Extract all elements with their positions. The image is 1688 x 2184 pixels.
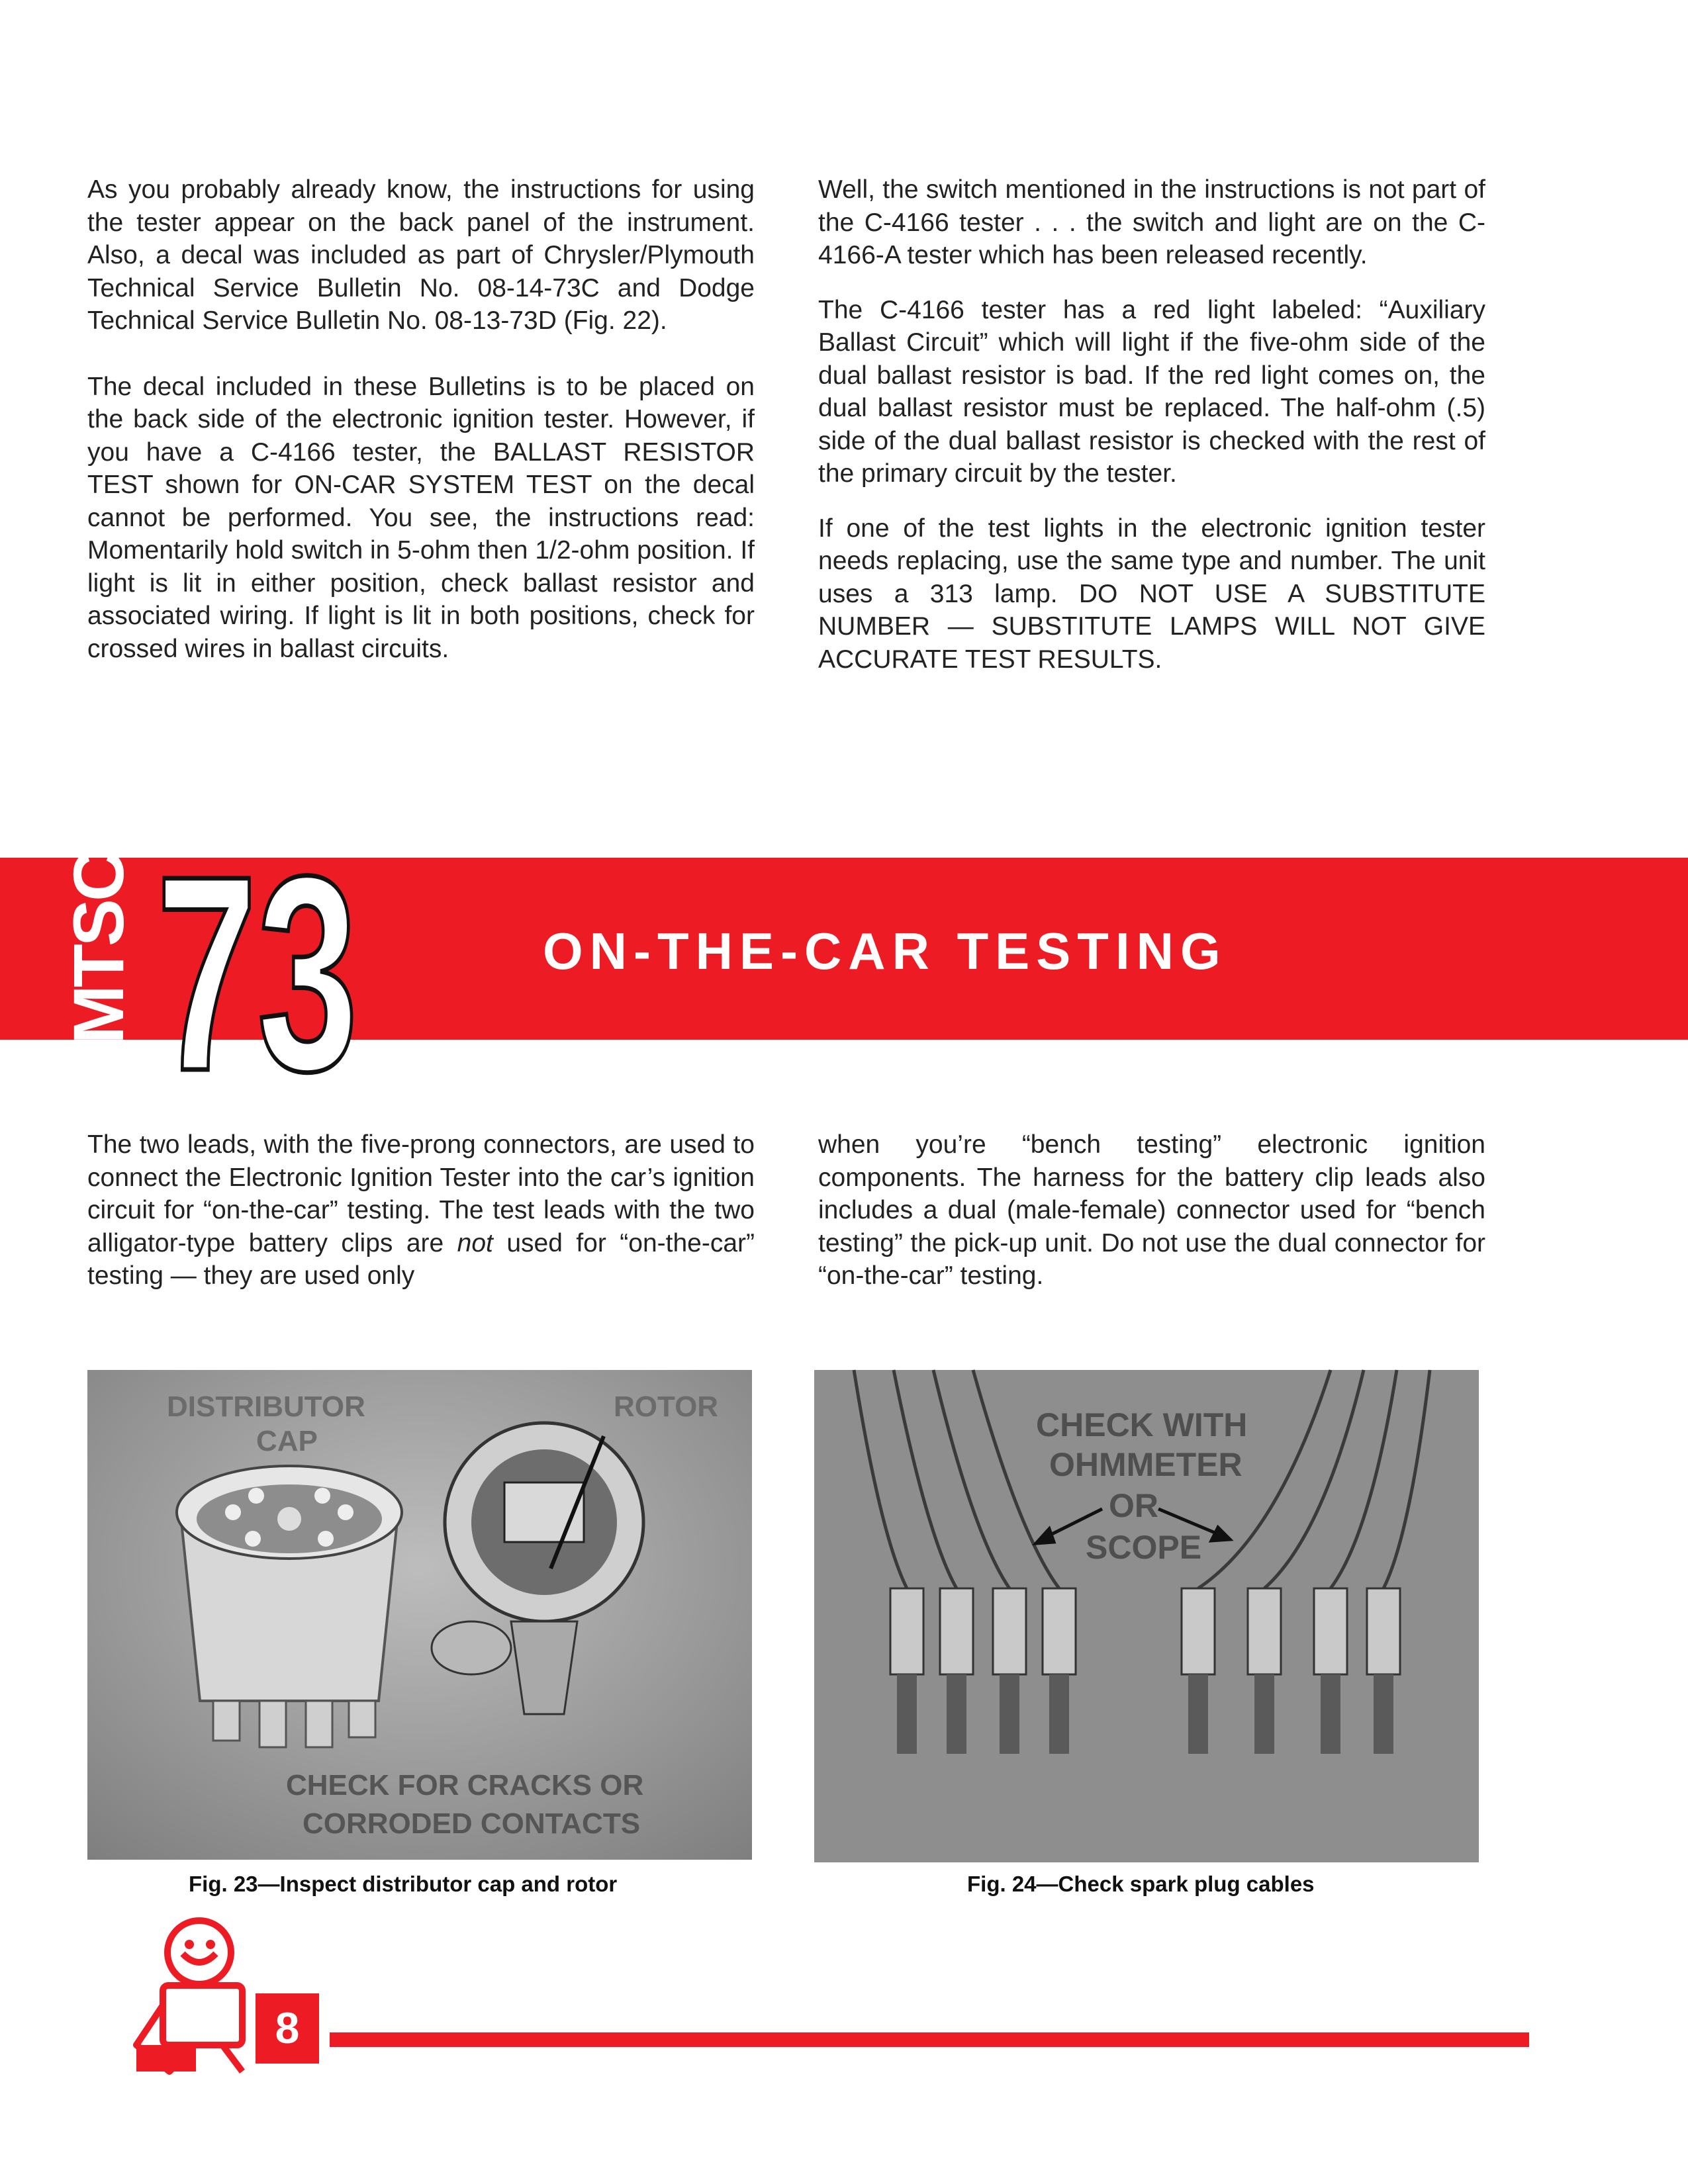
logo-text: MTSC: [58, 852, 138, 1044]
text-column-2: [818, 173, 1485, 676]
label-check-with: CHECK WITH: [1036, 1406, 1248, 1443]
photo-illustration: [87, 1370, 752, 1860]
spark-plug-cables-photo: [814, 1370, 1479, 1862]
label-distributor: DISTRIBUTOR: [167, 1390, 365, 1423]
text-column-3: [87, 1128, 755, 1293]
label-cap: CAP: [256, 1425, 318, 1457]
emphasis: not: [457, 1228, 493, 1257]
figure-caption: Fig. 23—Inspect distributor cap and rotor: [189, 1872, 618, 1896]
text-column-1: [87, 173, 755, 665]
figure-caption: Fig. 24—Check spark plug cables: [967, 1872, 1315, 1896]
distributor-cap-photo: [87, 1370, 752, 1860]
label-ohmmeter: OHMMETER: [1049, 1446, 1243, 1483]
label-scope: SCOPE: [1086, 1529, 1202, 1566]
footer-rule: [330, 2032, 1529, 2047]
text-column-4: [818, 1128, 1485, 1293]
label-check-line-2: CORRODED CONTACTS: [303, 1807, 641, 1840]
mtsc-73-logo: [58, 819, 363, 1129]
section-title: ON-THE-CAR TESTING: [543, 922, 1227, 980]
photo-illustration: [814, 1370, 1479, 1862]
paragraph: If one of the test lights in the electronic ignition tester needs replacing, use the same type and number. The unit uses a 313 lamp. DO NOT USE A SUBSTITUTE NUMBER — SUBSTITUTE LAMPS WILL NOT GIVE ACCURATE TEST RESULTS.: [818, 514, 1485, 674]
paragraph: Well, the switch mentioned in the instructions is not part of the C-4166 tester . . . the switch and light are on the C-4166-A tester which has been released recently.: [818, 175, 1485, 269]
paragraph: As you probably already know, the instructions for using the tester appear on the back panel of the instrument. Also, a decal was included as part of Chrysler/Plymouth Technical Service Bulletin No. 08-14-73C and Dodge Technical Service Bulletin No. 08-13-73D (Fig. 22).: [87, 175, 755, 335]
paragraph: The C-4166 tester has a red light labeled: “Auxiliary Ballast Circuit” which will light if the five-ohm side of the dual ballast resistor is bad. If the red light comes on, the dual ballast resistor must be replaced. The half-ohm (.5) side of the dual ballast resistor is checked with the rest of the primary circuit by the tester.: [818, 295, 1485, 488]
page-number: 8: [275, 2003, 300, 2052]
label-rotor: ROTOR: [614, 1390, 719, 1423]
paragraph: The decal included in these Bulletins is to be placed on the back side of the electronic ignition tester. However, if you have a C-4166 tester, the BALLAST RESISTOR TEST shown for ON-CAR SYSTEM TEST on the decal cannot be performed. You see, the instructions read: Momentarily hold switch in 5-ohm then 1/2-ohm position. If light is lit in either position, check ballast resistor and associated wiring. If light is lit in both positions, check for crossed wires in ballast circuits.: [87, 372, 755, 663]
logo-number: 73: [156, 819, 358, 1129]
label-check-line-1: CHECK FOR CRACKS OR: [286, 1769, 644, 1801]
paragraph: The two leads, with the five-prong connectors, are used to connect the Electronic Ignition Tester into the car’s ignition circuit for “on-the-car” testing. The test leads with the two alligator-type battery clips are not used for “on-the-car” testing — they are used only: [87, 1130, 755, 1290]
paragraph: when you’re “bench testing” electronic ignition components. The harness for the battery clip leads also includes a dual (male-female) connector used for “bench testing” the pick-up unit. Do not use the dual connector for “on-the-car” testing.: [818, 1130, 1485, 1290]
label-or: OR: [1109, 1487, 1158, 1524]
